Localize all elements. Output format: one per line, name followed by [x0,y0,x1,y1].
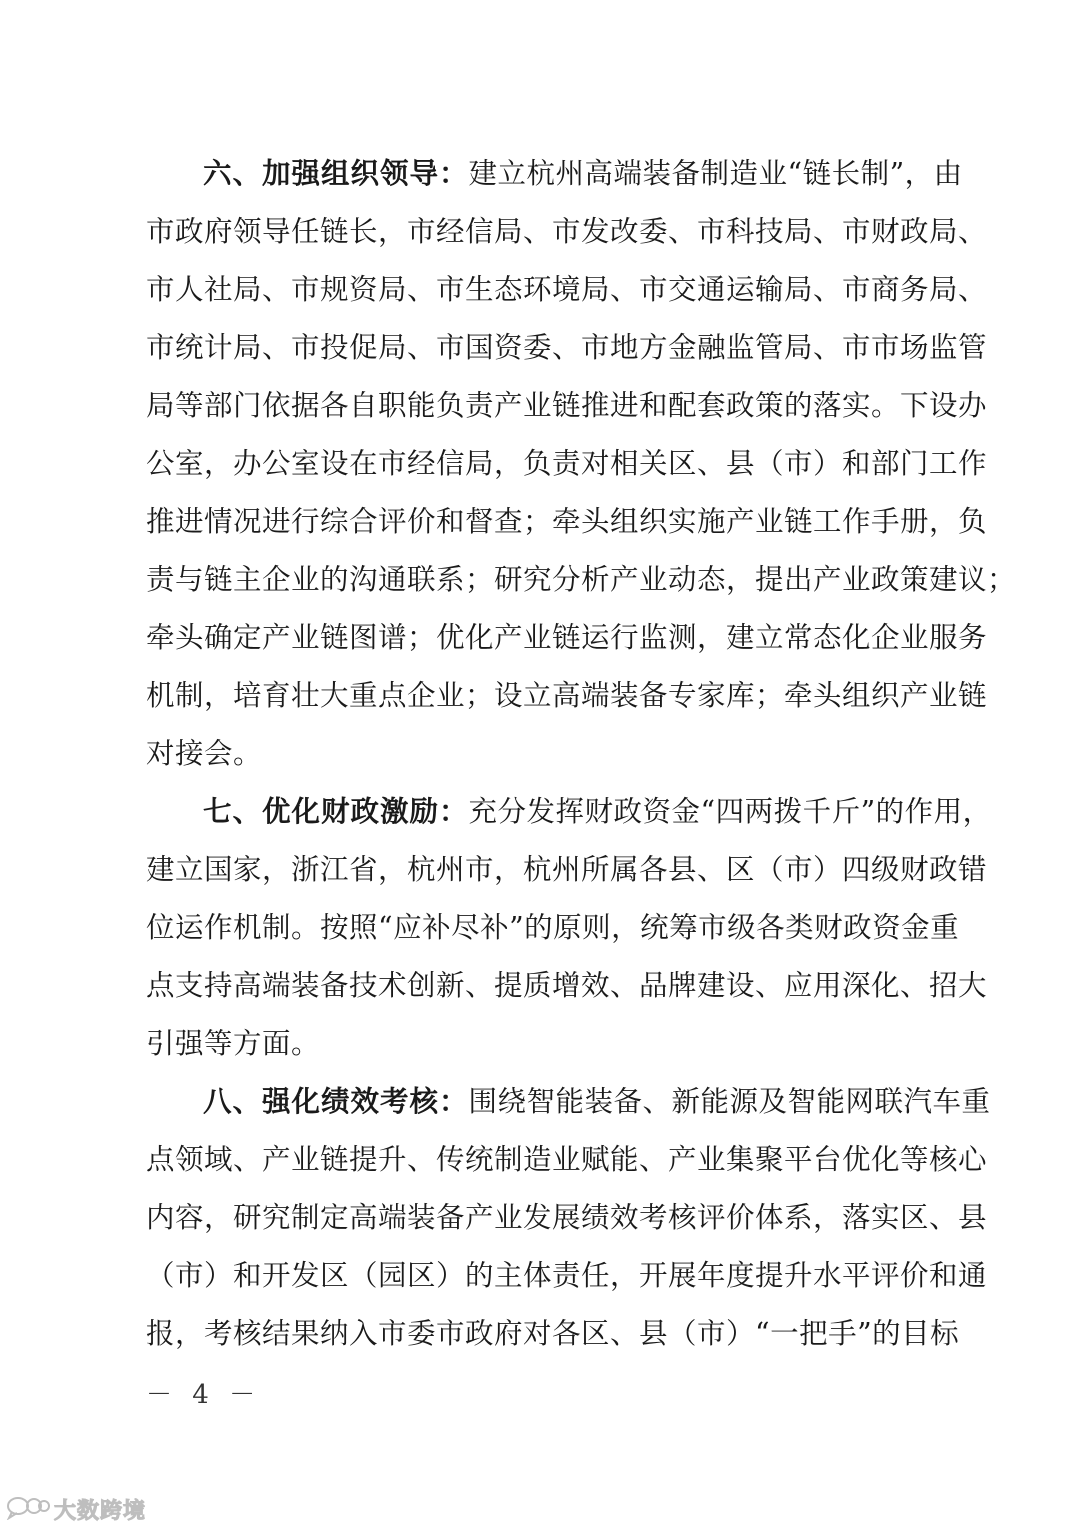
section-8-first-line [203,1082,991,1122]
chat-bubble-logo-icon [6,1494,50,1524]
watermark-text: 大数跨境 [54,1498,147,1524]
body-line: 推进情况进行综合评价和督查；牵头组织实施产业链工作手册，负 [146,505,988,538]
body-line: 市人社局、市规资局、市生态环境局、市交通运输局、市商务局、 [146,273,988,306]
body-line: 公室，办公室设在市经信局，负责对相关区、县（市）和部门工作 [146,447,988,480]
body-line: 牵头确定产业链图谱；优化产业链运行监测，建立常态化企业服务 [146,621,988,654]
body-line: 建立国家，浙江省，杭州市，杭州所属各县、区（市）四级财政错 [146,853,988,886]
body-line: 责与链主企业的沟通联系；研究分析产业动态，提出产业政策建议； [146,563,1017,596]
body-line: （市）和开发区（园区）的主体责任，开展年度提升水平评价和通 [146,1259,988,1292]
body-text: 建立杭州高端装备制造业“链长制”，由 [468,157,963,190]
section-heading: 八、强化绩效考核： [203,1085,469,1118]
body-line: 点支持高端装备技术创新、提质增效、品牌建设、应用深化、招大 [146,969,988,1002]
body-line: 对接会。 [146,737,263,770]
body-line: 点领域、产业链提升、传统制造业赋能、产业集聚平台优化等核心 [146,1143,988,1176]
body-line: 内容，研究制定高端装备产业发展绩效考核评价体系，落实区、县 [146,1201,988,1234]
body-line: 市统计局、市投促局、市国资委、市地方金融监管局、市市场监管 [146,331,988,364]
watermark [6,1494,146,1524]
body-line: 局等部门依据各自职能负责产业链推进和配套政策的落实。下设办 [146,389,988,422]
body-line: 引强等方面。 [146,1027,321,1060]
body-text: 充分发挥财政资金“四两拨千斤”的作用， [468,795,992,828]
body-line: 报，考核结果纳入市委市政府对各区、县（市）“一把手”的目标 [146,1317,960,1350]
section-6-first-line [203,154,963,194]
section-7-first-line [203,792,992,832]
body-line: 位运作机制。按照“应补尽补”的原则，统筹市级各类财政资金重 [146,911,960,944]
section-heading: 六、加强组织领导： [203,157,469,190]
section-heading: 七、优化财政激励： [203,795,469,828]
body-text: 围绕智能装备、新能源及智能网联汽车重 [468,1085,991,1118]
body-line: 市政府领导任链长，市经信局、市发改委、市科技局、市财政局、 [146,215,988,248]
body-line: 机制，培育壮大重点企业；设立高端装备专家库；牵头组织产业链 [146,679,988,712]
page-number: － 4 － [146,1380,262,1410]
